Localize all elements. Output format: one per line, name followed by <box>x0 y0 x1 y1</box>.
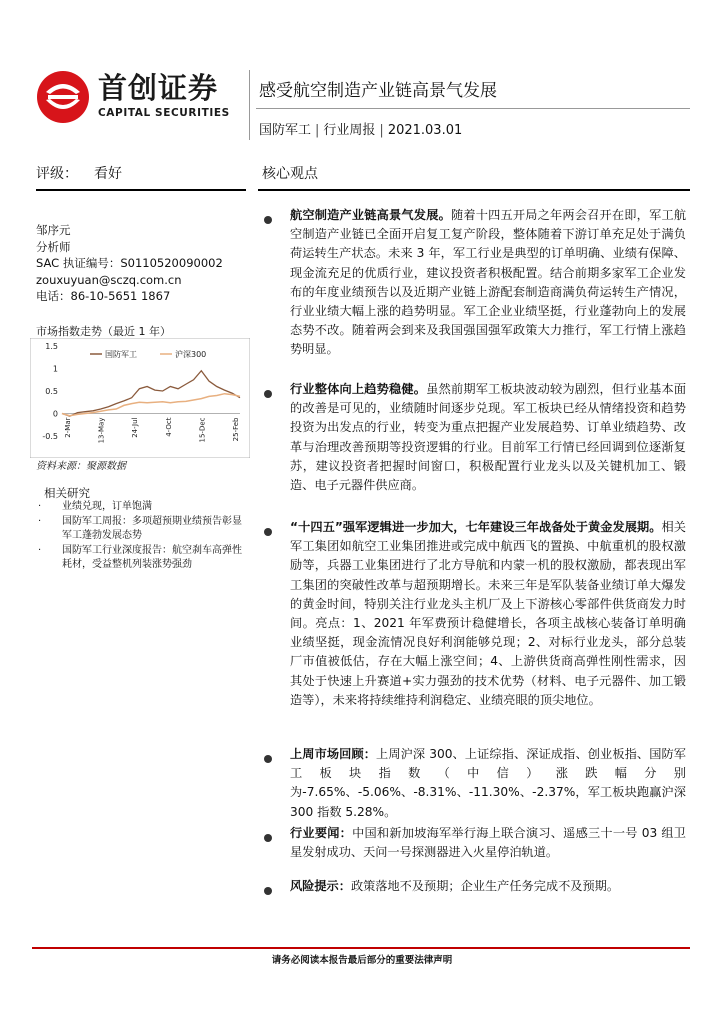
x-tick-label: 15-Dec <box>198 417 207 443</box>
related-research-title: 相关研究 <box>44 486 90 500</box>
company-logo-icon <box>36 70 90 124</box>
bullet-dot: · <box>38 544 42 556</box>
analyst-info <box>36 222 223 305</box>
bullet-icon <box>264 834 272 842</box>
x-tick-label: 4-Oct <box>164 417 173 437</box>
footer-disclaimer: 请务必阅读本报告最后部分的重要法律声明 <box>271 955 453 966</box>
chart-frame <box>30 338 250 458</box>
bullet-icon <box>264 755 272 763</box>
meta-type: 行业周报 <box>323 123 376 138</box>
bullet-icon <box>264 390 272 398</box>
bullet-icon <box>264 528 272 536</box>
bullet-icon <box>264 887 272 895</box>
analyst-sac: SAC 执证编号：S0110520090002 <box>36 256 223 271</box>
rating-rule <box>36 189 246 191</box>
report-title: 感受航空制造产业链高景气发展 <box>259 81 497 101</box>
point-uptrend: 行业整体向上趋势稳健。虽然前期军工板块波动较为剧烈，但行业基本面的改善是可见的，业绩随时间逐步兑现。军工板块已经从情绪投资和趋势投资为出发点的行业，转变为重点把握产业发展趋势、订单业绩趋势、改革与治理改善预期等投资逻辑的行业。目前军工行情已经回调到位逐渐复苏，建议投资者把握时间窗口，积极配置行业龙头以及关键机加工、锻造、电子元器件供应商。 <box>290 382 687 493</box>
analyst-name: 邹序元 <box>36 223 71 237</box>
bullet-dot: · <box>38 515 42 527</box>
related-item[interactable]: · 国防军工周报：多项超预期业绩预告彰显军工蓬勃发展态势 <box>38 515 242 541</box>
logo-chinese-name: 首创证券 <box>98 71 219 105</box>
y-tick-label: 0 <box>52 409 58 419</box>
y-tick-label: 1 <box>52 364 58 374</box>
logo-english-name: CAPITAL SECURITIES <box>98 107 230 119</box>
analyst-role: 分析师 <box>36 239 71 254</box>
footer-rule <box>32 947 690 949</box>
core-view-rule <box>258 189 690 191</box>
related-item[interactable]: · 国防军工行业深度报告：航空刹车高弹性耗材，受益整机列装涨势强劲 <box>38 544 242 570</box>
x-tick-label: 13-May <box>97 417 106 444</box>
market-index-chart <box>30 338 250 458</box>
x-tick-label: 24-Jul <box>131 417 140 438</box>
chart-source: 资料来源：聚源数据 <box>36 461 126 472</box>
core-view-title: 核心观点 <box>262 166 318 182</box>
related-item[interactable]: · 业绩兑现，订单饱满 <box>36 500 246 515</box>
analyst-email[interactable]: zouxuyuan@sczq.com.cn <box>36 272 182 287</box>
meta-date: 2021.03.01 <box>387 123 463 138</box>
point-risk: 风险提示：政策落地不及预期；企业生产任务完成不及预期。 <box>290 879 620 893</box>
point-industry-news: 行业要闻：中国和新加坡海军举行海上联合演习、遥感三十一号 03 组卫星发射成功、天问一号探测器进入火星停泊轨道。 <box>290 826 686 860</box>
series-line-1 <box>62 394 240 416</box>
chart-title: 市场指数走势（最近 1 年） <box>36 325 171 338</box>
y-tick-label: 0.5 <box>45 387 58 396</box>
series-line-0 <box>62 371 240 416</box>
y-tick-label: 1.5 <box>45 342 58 351</box>
point-industry-chain: 航空制造产业链高景气发展。随着十四五开局之年两会召开在即，军工航空制造产业链已全面开启复工复产阶段，整体随着下游订单充足处于满负荷运转生产状态。未来 3 年，军工行业是典型的订单明确、业绩有保障、现金流充足的优质行业，建议投资者积极配置。结合前期多家军工企业发布的年度业绩预告以及近期产业链上游配套制造商满负荷运转生产情况，行业业绩大幅上涨的趋势明显。军工企业业绩坚挺，行业蓬勃向上的发展态势不改。随着两会到来及我国强国强军政策大力推行，军工行情上涨趋势明显。 <box>290 208 687 357</box>
legend-label: 沪深300 <box>175 350 207 359</box>
x-tick-label: 2-Mar <box>64 417 72 438</box>
meta-sector: 国防军工 <box>259 123 312 138</box>
y-tick-label: -0.5 <box>42 432 58 441</box>
rating-label: 评级： <box>36 166 78 182</box>
rating-value: 看好 <box>94 166 122 182</box>
report-meta: 国防军工 | 行业周报 | 2021.03.01 <box>259 123 463 138</box>
header-divider <box>249 70 250 140</box>
point-14th-five-year: “十四五”强军逻辑进一步加大，七年建设三年战备处于黄金发展期。相关军工集团如航空工业集团推进或完成中航西飞的置换、中航重机的股权激励等，兵器工业集团进行了北方导航和内蒙一机的股权激励，都表现出军工集团的突破性改革与超预期增长。未来三年是军队装备业绩订单大爆发的黄金时间，特别关注行业龙头主机厂及上下游核心零部件供货商发力时间。亮点：1、2021 年军费预计稳健增长，各项主战核心装备订单明确业绩坚挺，现金流情况良好利润能够兑现；2、对标行业龙头，部分总装厂市值被低估，存在大幅上涨空间；4、上游供货商高弹性刚性需求，因其处于快速上升赛道+实力强劲的技术优势（材料、电子元器件、加工锻造等），未来将持续维持利润稳定、业绩亮眼的顶尖地位。 <box>290 520 686 707</box>
legend-label: 国防军工 <box>105 350 137 359</box>
x-tick-label: 25-Feb <box>232 417 240 442</box>
bullet-icon <box>264 216 272 224</box>
related-research-list <box>36 500 246 573</box>
analyst-phone: 电话：86-10-5651 1867 <box>36 289 171 304</box>
rating <box>36 163 122 183</box>
header-rule <box>256 108 690 109</box>
bullet-dot: · <box>38 501 42 512</box>
point-market-review: 上周市场回顾：上周沪深 300、上证综指、深证成指、创业板指、国防军工板块指数（中信）涨跌幅分别为-7.65%、-5.06%、-8.31%、-11.30%、-2.37%，军工板块跑赢沪深 300 指数 5.28%。 <box>290 747 686 819</box>
